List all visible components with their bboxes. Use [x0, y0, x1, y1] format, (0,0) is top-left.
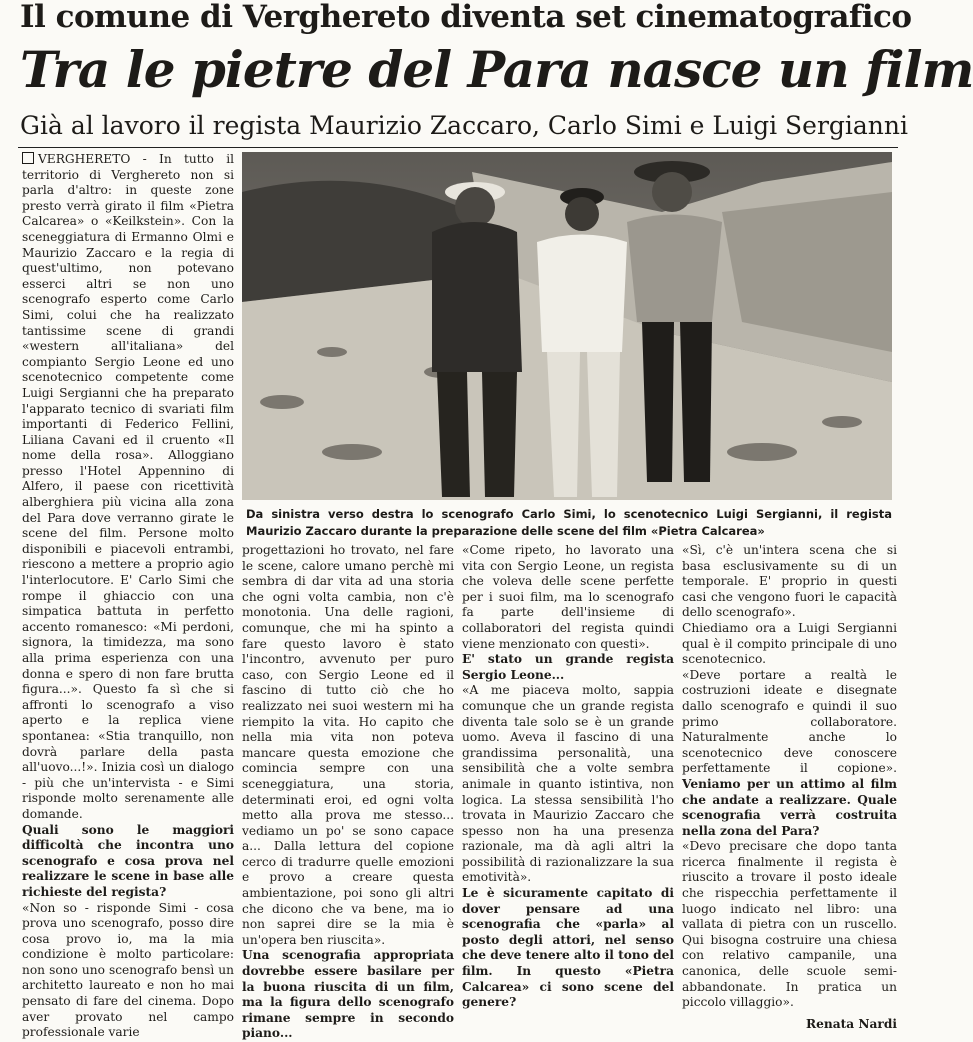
question: Le è sicuramente capitato di dover pensare ad una scenografia che «parla» al posto degli attori, nel senso che deve tenere alto il tono del film. In questo «Pietra Calcarea» ci sono scene del genere?: [462, 886, 674, 1010]
photo-three-men-icon: [242, 152, 892, 500]
paragraph: «Devo precisare che dopo tanta ricerca finalmente il regista è riuscito a trovare il posto ideale che rispecchia perfettamente il luogo indicato nel libro: una vallata di pietra con un ruscello. Qui bisogna costruire una chiesa con relativo campanile, una canonica, delle scuole semi-abbandonate. In pratica un piccolo villaggio».: [682, 839, 897, 1010]
paragraph: VERGHERETO - In tutto il territorio di Verghereto non si parla d'altro: in queste zone presto verrà girato il film «Pietra Calcarea» o «Keilkstein». Con la sceneggiatura di Ermanno Olmi e Maurizio Zaccaro e la regia di quest'ultimo, non potevano esserci altri se non uno scenografo esperto come Carlo Simi, colui che ha realizzato tantissime scene di grandi «western all'italiana» del compianto Sergio Leone ed uno scenotecnico competente come Luigi Sergianni che ha preparato l'apparato tecnico di svariati film importanti di Federico Fellini, Liliana Cavani ed il cruento «Il nome della rosa». Alloggiano presso l'Hotel Appennino di Alfero, il paese con ricettività alberghiera più vicina alla zona del Para dove verranno girate le scene del film. Persone molto disponibili e piacevoli entrambi, riescono a mettere a proprio agio l'interlocutore. E' Carlo Simi che rompe il ghiaccio con una simpatica battuta in perfetto accento romanesco: «Mi perdoni, signora, la timidezza, ma sono alla prima esperienza con una donna e spero di non fare brutta figura...». Questo fa sì che si affronti lo scenografo a viso aperto e la replica viene spontanea: «Stia tranquillo, non dovrà parlare della pasta all'uovo...!». Inizia così un dialogo - più che un'intervista - e Simi risponde molto serenamente alle domande.: [22, 152, 234, 821]
paragraph: «A me piaceva molto, sappia comunque che un grande regista diventa tale solo se è un grande uomo. Aveva il fascino di una grandissima personalità, una sensibilità che a volte sembra animale in quanto istintiva, non logica. La stessa sensibilità l'ho trovata in Maurizio Zaccaro che spesso non ha una presenza razionale, ma dà agli altri la possibilità di razionalizzare la sua emotività».: [462, 683, 674, 885]
photo-caption: Da sinistra verso destra lo scenografo Carlo Simi, lo scenotecnico Luigi Sergianni, il regista Maurizio Zaccaro durante la preparazione delle scene del film «Pietra Calcarea»: [246, 507, 892, 538]
question: Una scenografia appropriata dovrebbe essere basilare per la buona riuscita di un film, ma la figura dello scenografo rimane sempre in secondo piano...: [242, 948, 454, 1041]
paragraph: «Deve portare a realtà le costruzioni ideate e disegnate dallo scenografo e quindi il suo primo collaboratore. Naturalmente anche lo scenotecnico deve conoscere perfettamente il copione». Veniamo per un attimo al film che andate a realizzare. Quale scenografia verrà costruita nella zona del Para?: [682, 667, 897, 838]
square-bullet-icon: [22, 152, 34, 164]
column-1: [22, 152, 234, 1040]
column-3: [462, 543, 674, 1010]
question: E' stato un grande regista Sergio Leone...: [462, 652, 674, 682]
paragraph: «Sì, c'è un'intera scena che si basa esclusivamente su di un temporale. E' proprio in questi casi che vengono fuori le capacità dello scenografo».: [682, 543, 897, 620]
kicker-title: Il comune di Verghereto diventa set cinematografico: [20, 0, 912, 35]
paragraph: «Non so - risponde Simi - cosa prova uno scenografo, posso dire cosa provo io, ma la mia condizione è molto particolare: non sono uno scenografo bensì un architetto laureato e non ho mai pensato di fare del cinema. Dopo aver provato nel campo professionale varie: [22, 900, 234, 1040]
byline: Renata Nardi: [805, 1016, 897, 1031]
column-4: [682, 543, 897, 1031]
paragraph: Chiediamo ora a Luigi Sergianni qual è il compito principale di uno scenotecnico.: [682, 620, 897, 667]
headline: Tra le pietre del Para nasce un film: [20, 40, 973, 99]
paragraph: progettazioni ho trovato, nel fare le scene, calore umano perchè mi sembra di dar vita ad una storia che ogni volta cambia, non c'è monotonia. Una delle ragioni, comunque, che mi ha spinto a fare questo lavoro è stato l'incontro, avvenuto per puro caso, con Sergio Leone ed il fascino di tutto ciò che ho realizzato nei suoi western mi ha riempito la vita. Ho capito che nella mia vita non poteva mancare questa emozione che comincia sempre con una sceneggiatura, una storia, determinati eroi, ed ogni volta metto alla prova me stesso... vediamo un po' se sono capace a... Dalla lettura del copione cerco di tradurre quelle emozioni e provo a creare questa ambientazione, poi sono gli altri che dicono che va bene, ma io non saprei dire se la mia è un'opera ben riuscita».: [242, 543, 454, 947]
paragraph: «Come ripeto, ho lavorato una vita con Sergio Leone, un regista che voleva delle scene perfette per i suoi film, ma lo scenografo fa parte dell'insieme di collaboratori del regista quindi viene menzionato con questi».: [462, 543, 674, 651]
column-2: [242, 543, 454, 1041]
divider: [18, 147, 898, 148]
question: Quali sono le maggiori difficoltà che incontra uno scenografo e cosa prova nel realizzare le scene in base alle richieste del regista?: [22, 822, 234, 899]
photograph: [242, 152, 892, 500]
subheadline: Già al lavoro il regista Maurizio Zaccaro, Carlo Simi e Luigi Sergianni: [20, 111, 909, 140]
